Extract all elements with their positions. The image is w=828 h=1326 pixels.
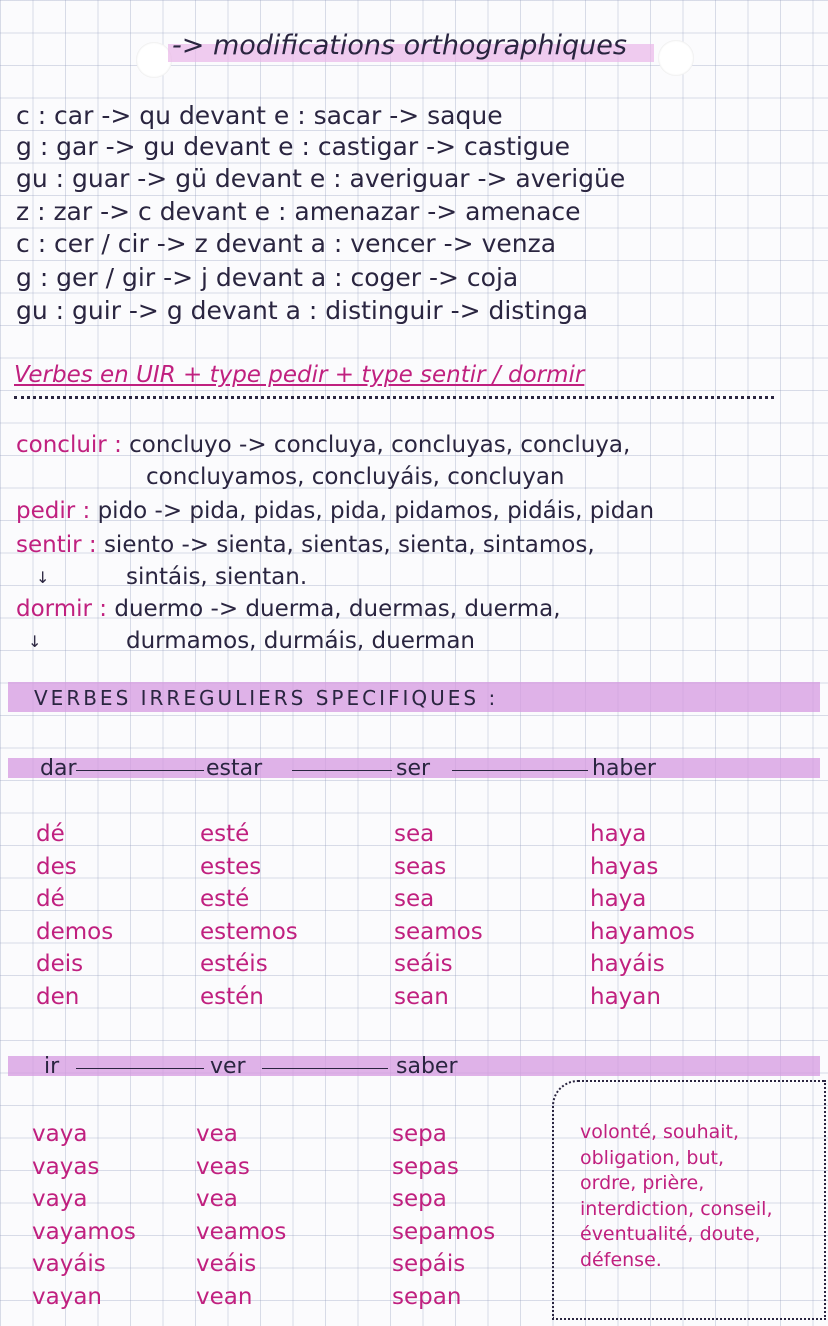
list-item: esté — [200, 886, 250, 912]
table1-column-ser — [394, 818, 483, 1013]
list-item: vayamos — [32, 1218, 136, 1245]
conj-concluir-line1: concluir : concluyo -> concluya, concluyas, concluya, — [16, 432, 631, 458]
rule-row: gu : guir -> g devant a : distinguir -> distinga — [16, 296, 589, 325]
usage-note-line: obligation, but, — [580, 1146, 725, 1169]
list-item: sea — [394, 821, 435, 847]
table2-column-ver — [196, 1118, 286, 1313]
list-item: dé — [36, 821, 65, 847]
list-item: sepa — [392, 1121, 447, 1147]
usage-note-line: ordre, prière, — [580, 1172, 705, 1194]
list-item: vayas — [32, 1153, 100, 1180]
list-item: estén — [200, 983, 264, 1010]
page-title: -> modifications orthographiques — [172, 30, 627, 61]
verbs-heading: Verbes en UIR + type pedir + type sentir / dormir — [14, 362, 585, 388]
list-item: demos — [36, 918, 114, 945]
arrow-down-icon: ↓ — [36, 568, 50, 587]
header-line — [76, 1068, 204, 1069]
list-item: hayas — [590, 853, 659, 880]
list-item: hayáis — [590, 951, 665, 977]
table2-column-ir — [32, 1118, 136, 1313]
list-item: den — [36, 983, 80, 1010]
list-item: hayamos — [590, 918, 695, 945]
conj-dormir-line1: dormir : duermo -> duerma, duermas, duerma, — [16, 596, 561, 622]
conj-dormir-line2: durmamos, durmáis, duerman — [126, 628, 475, 654]
binder-hole-left — [136, 42, 172, 78]
list-item: sea — [394, 886, 435, 912]
list-item: sepas — [392, 1153, 459, 1180]
list-item: sean — [394, 983, 449, 1010]
list-item: deis — [36, 951, 84, 977]
rule-row: c : car -> qu devant e : sacar -> saque — [16, 101, 503, 130]
table1-header-estar: estar — [206, 756, 263, 781]
rule-row: z : zar -> c devant e : amenazar -> amenace — [16, 197, 581, 226]
list-item: seáis — [394, 951, 453, 977]
rule-row: gu : guar -> gü devant e : averiguar -> averigüe — [16, 164, 626, 193]
conj-sentir-line2: sintáis, sientan. — [126, 564, 308, 590]
table1-header-haber: haber — [592, 756, 656, 781]
table1-header-dar: dar — [40, 756, 77, 781]
list-item: vaya — [32, 1186, 88, 1212]
table2-header-saber: saber — [396, 1054, 458, 1079]
list-item: dé — [36, 886, 65, 912]
list-item: estemos — [200, 918, 298, 945]
header-line — [76, 770, 204, 771]
list-item: veamos — [196, 1218, 287, 1245]
header-line — [292, 770, 392, 771]
list-item: sepáis — [392, 1251, 466, 1277]
list-item: hayan — [590, 983, 661, 1010]
table1-column-estar — [200, 818, 298, 1013]
header-line — [262, 1068, 388, 1069]
list-item: veas — [196, 1153, 250, 1180]
usage-note-line: volonté, souhait, — [580, 1121, 740, 1143]
table2-header-ver: ver — [210, 1054, 246, 1079]
list-item: haya — [590, 821, 647, 847]
rule-row: g : ger / gir -> j devant a : coger -> coja — [16, 263, 519, 292]
list-item: vaya — [32, 1121, 88, 1147]
list-item: estéis — [200, 951, 268, 977]
binder-hole-right — [658, 40, 694, 76]
list-item: seas — [394, 853, 447, 880]
table2-column-saber — [392, 1118, 495, 1313]
list-item: esté — [200, 821, 250, 847]
conj-pedir: pedir : pido -> pida, pidas, pida, pidamos, pidáis, pidan — [16, 498, 655, 524]
list-item: vea — [196, 1186, 238, 1212]
table1-column-haber — [590, 818, 695, 1013]
rule-row: c : cer / cir -> z devant a : vencer -> venza — [16, 229, 557, 258]
list-item: vean — [196, 1283, 253, 1310]
conj-concluir-line2: concluyamos, concluyáis, concluyan — [146, 464, 565, 490]
irregular-heading: VERBES IRREGULIERS SPECIFIQUES : — [34, 686, 499, 710]
list-item: haya — [590, 886, 647, 912]
rule-row: g : gar -> gu devant e : castigar -> castigue — [16, 132, 570, 161]
list-item: estes — [200, 853, 262, 880]
usage-note-line: éventualité, doute, — [580, 1223, 761, 1245]
list-item: sepa — [392, 1186, 447, 1212]
table2-header-ir: ir — [44, 1054, 60, 1079]
arrow-down-icon: ↓ — [28, 632, 42, 651]
list-item: veáis — [196, 1251, 257, 1277]
list-item: sepan — [392, 1283, 462, 1310]
usage-note-line: interdiction, conseil, — [580, 1197, 773, 1220]
list-item: des — [36, 853, 77, 880]
usage-note — [580, 1120, 773, 1273]
list-item: vayan — [32, 1283, 102, 1310]
header-line — [452, 770, 588, 771]
table1-header-ser: ser — [396, 756, 431, 781]
table1-column-dar — [36, 818, 113, 1013]
list-item: sepamos — [392, 1218, 496, 1245]
conj-sentir-line1: sentir : siento -> sienta, sientas, sienta, sintamos, — [16, 532, 595, 558]
dotted-divider — [14, 396, 774, 399]
list-item: vayáis — [32, 1251, 106, 1277]
usage-note-line: défense. — [580, 1248, 662, 1271]
list-item: seamos — [394, 918, 483, 945]
list-item: vea — [196, 1121, 238, 1147]
